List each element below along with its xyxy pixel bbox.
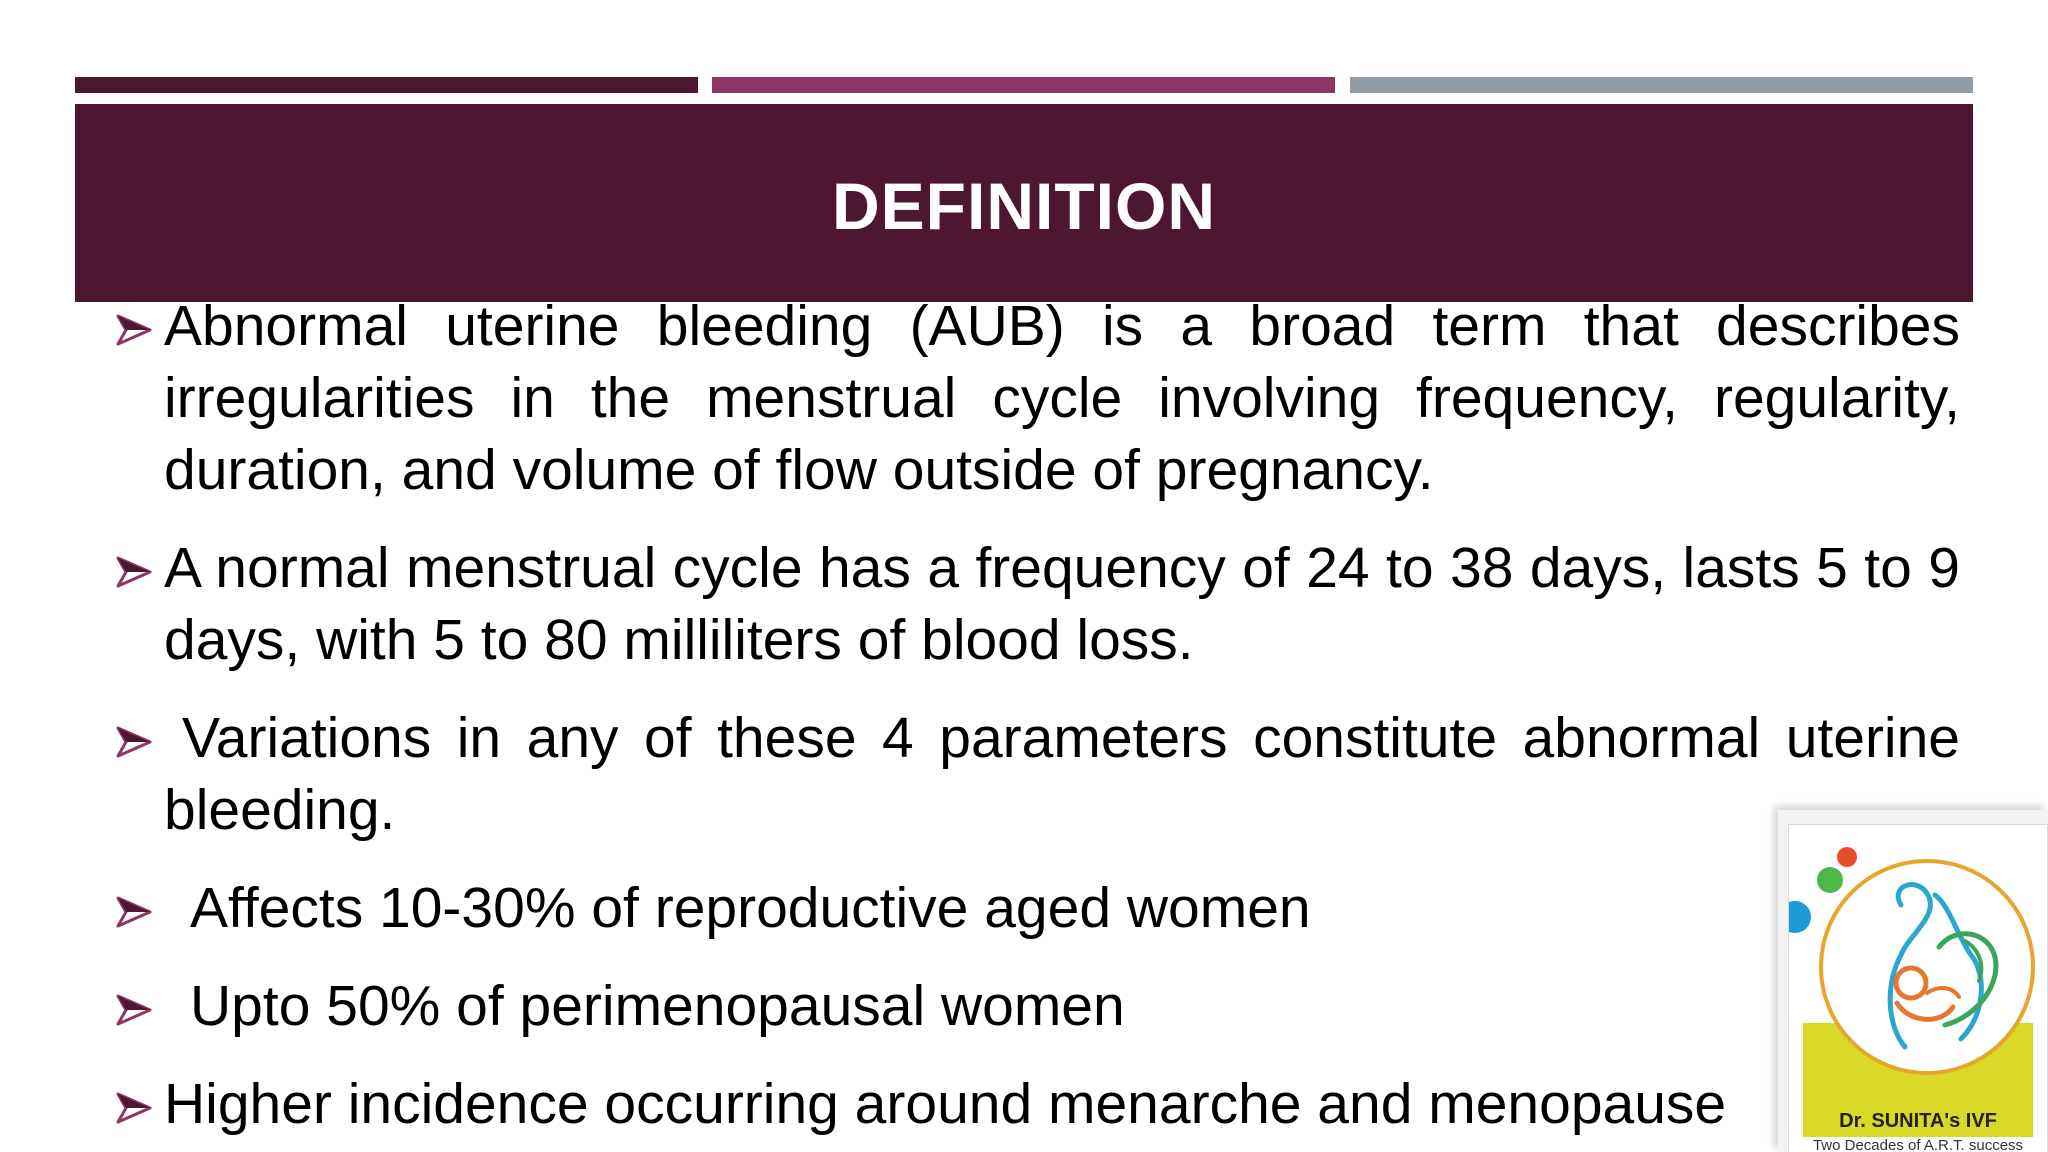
- bullet-text: Upto 50% of perimenopausal women: [190, 974, 1125, 1038]
- logo-clinic-name: Dr. SUNITA's IVF: [1839, 1110, 1997, 1132]
- arrowhead-bullet-icon: [116, 894, 152, 930]
- bullet-text: Abnormal uterine bleeding (AUB) is a broad term that describes irregularities in the menstrual cycle involving frequency, regularity, duration, and volume of flow outside of pregnancy.: [164, 294, 1960, 502]
- arrowhead-bullet-icon: [116, 724, 152, 760]
- title-band: [75, 104, 1973, 302]
- bullet-list: [112, 290, 1960, 1140]
- bullet-text: Affects 10-30% of reproductive aged women: [190, 876, 1311, 940]
- accent-bar-dark: [75, 77, 698, 93]
- accent-bar-gray: [1350, 77, 1973, 93]
- mother-and-baby-logo-icon: [1789, 825, 2047, 1152]
- logo-card: [1788, 824, 2048, 1152]
- bullet-item: [112, 970, 1960, 1042]
- bullet-text: Higher incidence occurring around menarche and menopause: [164, 1072, 1727, 1136]
- arrowhead-bullet-icon: [116, 554, 152, 590]
- bullet-item: [112, 290, 1960, 506]
- logo-tagline: Two Decades of A.R.T. success: [1789, 1137, 2047, 1152]
- bullet-item: [112, 532, 1960, 676]
- clinic-logo: [1778, 810, 2048, 1152]
- bullet-item: [112, 702, 1960, 846]
- arrowhead-bullet-icon: [116, 1090, 152, 1126]
- bullet-text: Variations in any of these 4 parameters constitute abnormal uterine bleeding.: [164, 706, 1960, 842]
- arrowhead-bullet-icon: [116, 992, 152, 1028]
- bullet-item: [112, 1068, 1960, 1140]
- slide-title: DEFINITION: [832, 169, 1216, 243]
- bullet-item: [112, 872, 1960, 944]
- accent-bar-magenta: [712, 77, 1335, 93]
- arrowhead-bullet-icon: [116, 312, 152, 348]
- bullet-text: A normal menstrual cycle has a frequency of 24 to 38 days, lasts 5 to 9 days, with 5 to 80 milliliters of blood loss.: [164, 536, 1960, 672]
